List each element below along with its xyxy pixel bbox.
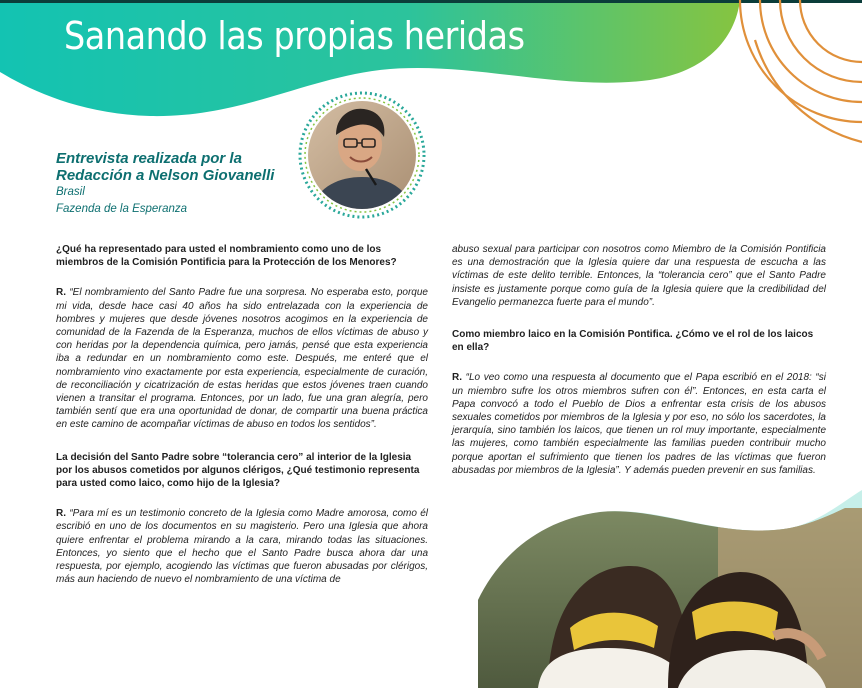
- answer-1-text: “El nombramiento del Santo Padre fue una sorpresa. No esperaba esto, porque mi vida, desde hace casi 40 años ha sido entrelazada con la experiencia de hombres y mujeres que desde jóvenes nosotros acogimos en la experiencia de comunidad de la Fazenda de la Esperanza, muchos de ellos víctimas de abuso y con heridas por la dependencia química, pero jamás, pensé que esta experiencia iba a redundar en un nombramiento como este. Después, me enteré que el nombramiento vino exactamente por esta experiencia, especialmente de curación, de reconciliación y cicatrización de estas heridas que estos jóvenes traen cuando vienen a transitar el programa. Entonces, por un lado, fue una gran alegría, pero también sentí que era una oportunidad de donar, de compartir una buena práctica en este camino de acompañar víctimas de abuso en todos los sentidos”.: [56, 287, 428, 431]
- answer-1: [56, 286, 428, 431]
- question-3: Como miembro laico en la Comisión Pontifica. ¿Cómo ve el rol de los laicos en ella?: [452, 329, 814, 354]
- page-title: Sanando las propias heridas: [64, 14, 525, 58]
- answer-2-text: “Para mí es un testimonio concreto de la Iglesia como Madre amorosa, como él escribió en uno de los documentos en su magisterio. Pero una Iglesia que ahora quiere enfrentar el problema mirando a la cara, mirando todas las situaciones. Entonces, yo siento que el hecho que el Santo Padre busca ahora dar una respuesta, por ejemplo, acogiendo las víctimas que fueron abusadas por clérigos, más aun haciendo de nuevo el nombramiento de una víctima de: [56, 508, 429, 586]
- answer-2: [56, 507, 428, 586]
- answer-marker: R.: [56, 287, 66, 299]
- portrait-photo: [296, 89, 428, 221]
- photo-two-people-embracing: [478, 508, 862, 688]
- interview-credit: [56, 150, 296, 218]
- answer-3-text: “Lo veo como una respuesta al documento que el Papa escribió en el 2018: “si un miembro sufre los otros miembros sufren con él”. Entonces, en esta carta el Papa convocó a todo el Pueblo de Dios a enfrentar esta crisis de los abusos sexuales cometidos por miembros de la Iglesia y por eso, no sólo los sacerdotes, la jerarquía, sino también los laicos, que tienen un rol muy importante, especialmente las mujeres, como también especialmente las familias pueden contribuir mucho porque aportan el sufrimiento que tienen los padres de las víctimas que fueron abusadas por miembros de la Iglesia”. Y además pueden prevenir en sus familias.: [452, 372, 826, 476]
- answer-2-continued: abuso sexual para participar con nosotros como Miembro de la Comisión Pontificia es una demostración que la Iglesia quiere dar una respuesta de escucha a las víctimas de este delito terrible. Entonces, la “tolerancia cero” que el Santo Padre insiste es justamente porque como guía de la Iglesia quiere que la credibilidad del Evangelio permanezca fuerte para el mundo”.: [452, 244, 826, 308]
- answer-marker: R.: [56, 508, 66, 520]
- interview-country: Brasil: [56, 186, 85, 198]
- left-text-column: [56, 243, 428, 605]
- right-text-column: [452, 243, 826, 496]
- interview-organization: Fazenda de la Esperanza: [56, 203, 188, 215]
- interview-heading-line2: Redacción a Nelson Giovanelli: [56, 167, 275, 184]
- answer-marker: R.: [452, 372, 462, 384]
- answer-3: [452, 371, 826, 477]
- question-1: ¿Qué ha representado para usted el nombramiento como uno de los miembros de la Comisión Pontificia para la Protección de los Menores?: [56, 244, 397, 269]
- question-2: La decisión del Santo Padre sobre “tolerancia cero” al interior de la Iglesia por los abusos cometidos por algunos clérigos, ¿Qué testimonio representa para usted como laico, como hijo de la Iglesia?: [56, 451, 420, 490]
- orange-arcs-decoration: [740, 0, 862, 142]
- interview-heading-line1: Entrevista realizada por la: [56, 150, 242, 167]
